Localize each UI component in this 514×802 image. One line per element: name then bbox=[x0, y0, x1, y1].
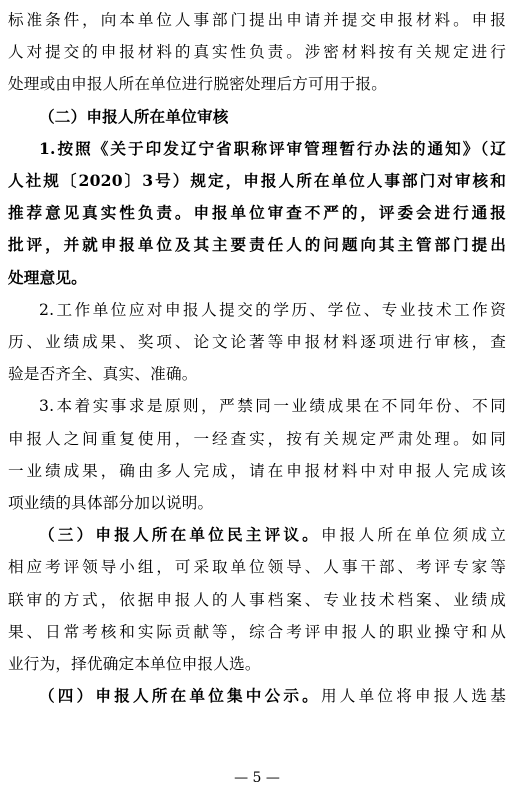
text-line: 2.工作单位应对申报人提交的学历、学位、专业技术工作资 bbox=[39, 300, 506, 319]
text-line bbox=[8, 680, 506, 712]
text-line: 果、日常考核和实际贡献等，综合考评申报人的职业操守和从 bbox=[8, 622, 506, 641]
inline-heading: （四）申报人所在单位集中公示。 bbox=[39, 687, 321, 706]
text-line: 项业绩的具体部分加以说明。 bbox=[8, 494, 214, 513]
document-body bbox=[8, 4, 506, 712]
paragraph-item-2 bbox=[8, 294, 506, 391]
inline-text: 申报人所在单位须成立 bbox=[321, 526, 506, 545]
heading-text: （二）申报人所在单位审核 bbox=[39, 107, 229, 126]
text-line: 历、业绩成果、奖项、论文论著等申报材料逐项进行审核，查 bbox=[8, 333, 506, 352]
page-number: — 5 — bbox=[234, 770, 280, 786]
text-line: 3.本着实事求是原则，严禁同一业绩成果在不同年份、不同 bbox=[39, 397, 506, 416]
text-line: 推荐意见真实性负责。申报单位审查不严的，评委会进行通报 bbox=[8, 203, 506, 223]
text-line: 联审的方式，依据申报人的人事档案、专业技术档案、业绩成 bbox=[8, 590, 506, 609]
paragraph-continuation bbox=[8, 4, 506, 101]
inline-text: 用人单位将申报人选基 bbox=[321, 687, 506, 706]
text-line: 业行为，择优确定本单位申报人选。 bbox=[8, 655, 261, 674]
text-line: 1.按照《关于印发辽宁省职称评审管理暂行办法的通知》（辽 bbox=[39, 138, 506, 158]
text-line: 申报人之间重复使用，一经查实，按有关规定严肃处理。如同 bbox=[8, 429, 506, 448]
text-line: 相应考评领导小组，可采取单位领导、人事干部、考评专家等 bbox=[8, 558, 506, 577]
text-line: 人社规〔2020〕3号）规定，申报人所在单位人事部门对审核和 bbox=[8, 171, 506, 191]
section-heading-2 bbox=[8, 101, 506, 133]
paragraph-item-1 bbox=[8, 133, 506, 294]
text-line: 批评，并就申报单位及其主要责任人的问题向其主管部门提出 bbox=[8, 235, 506, 255]
text-line bbox=[8, 519, 506, 551]
text-line: 验是否齐全、真实、准确。 bbox=[8, 365, 198, 384]
text-line: 处理或由申报人所在单位进行脱密处理后方可用于报。 bbox=[8, 75, 388, 94]
text-line: 一业绩成果，确由多人完成，请在申报材料中对申报人完成该 bbox=[8, 461, 506, 480]
text-line: 标准条件，向本单位人事部门提出申请并提交申报材料。申报 bbox=[8, 11, 506, 29]
text-line: 人对提交的申报材料的真实性负责。涉密材料按有关规定进行 bbox=[8, 43, 506, 62]
paragraph-section-4 bbox=[8, 680, 506, 712]
paragraph-section-3 bbox=[8, 519, 506, 680]
text-line: 处理意见。 bbox=[8, 267, 87, 287]
paragraph-item-3 bbox=[8, 390, 506, 519]
inline-heading: （三）申报人所在单位民主评议。 bbox=[39, 526, 321, 545]
